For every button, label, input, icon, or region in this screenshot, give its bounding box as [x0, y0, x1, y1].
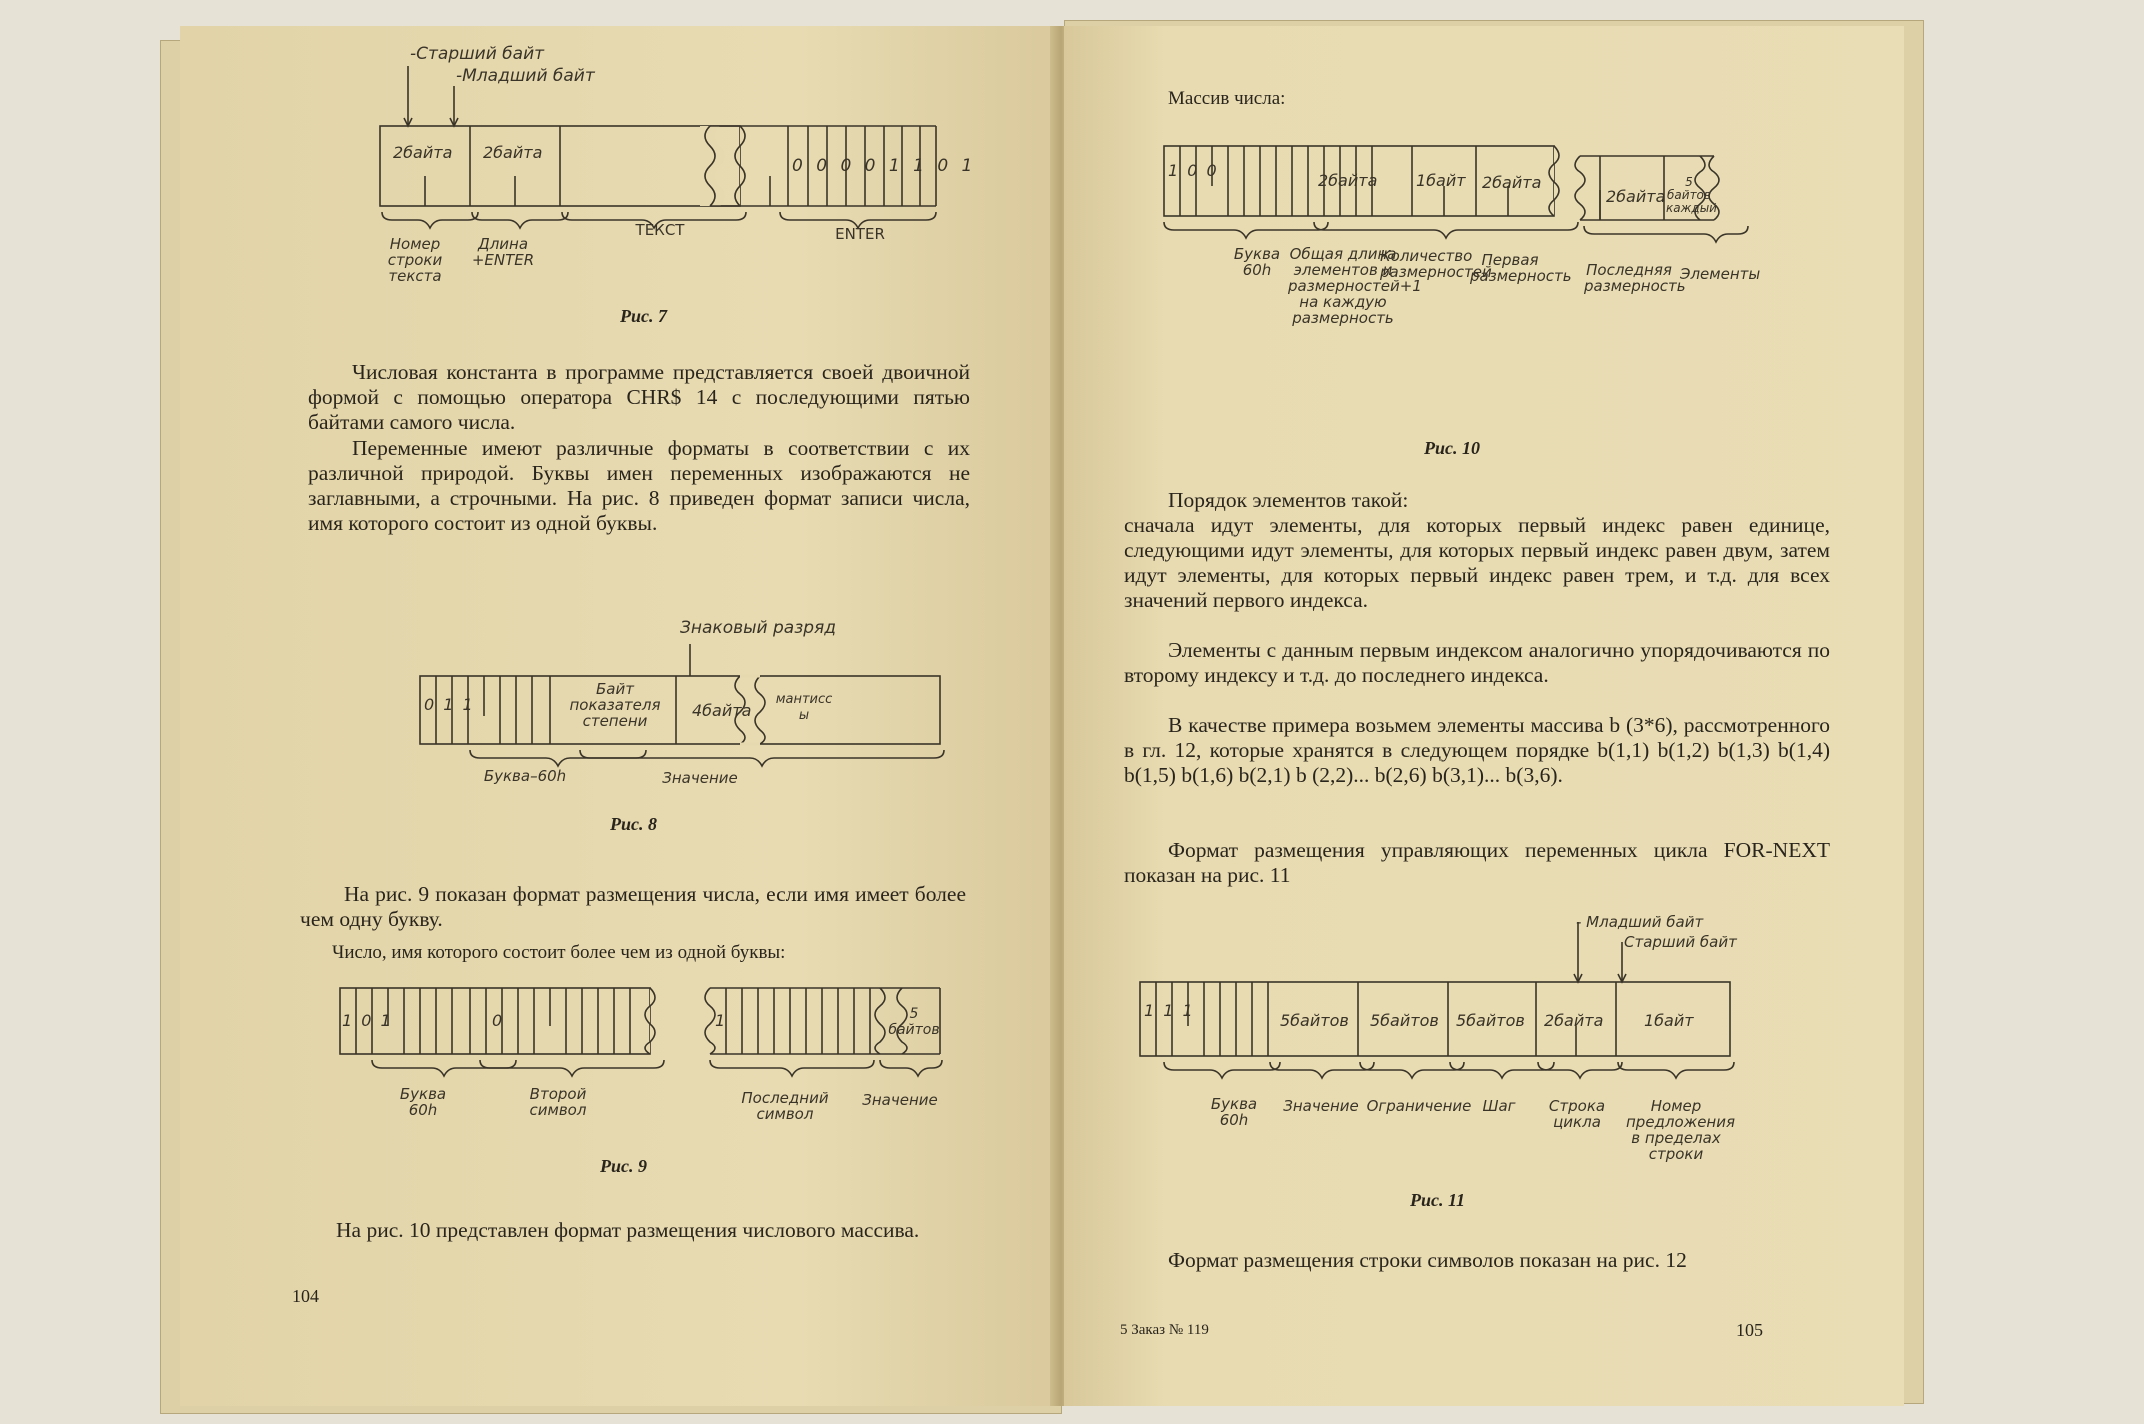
fig7-label-enter: ENTER [835, 225, 885, 243]
fig9-bits-a: 1 0 1 [342, 1011, 393, 1030]
fig8-label-value: Значение [662, 769, 738, 787]
fig11-cell-2bytes: 2байта [1544, 1011, 1604, 1030]
fig9-label-value: Значение [862, 1091, 938, 1109]
right-paragraph-2: сначала идут элементы, для которых первый индекс равен единице, следующими идут элементы, для которых первый индекс равен двум, затем идут элементы, для которых первый индекс равен трем, и т.д. для всех значений первого индекса. [1124, 513, 1830, 612]
right-paragraph-3: Элементы с данным первым индексом аналогично упорядочиваются по второму индексу и т.д. до последнего индекса. [1124, 638, 1830, 687]
fig11-cell-5bytes-b: 5байтов [1370, 1011, 1439, 1030]
left-page-number: 104 [292, 1286, 319, 1306]
fig10-label-total-length: Общая длина элементов и размерностей+1 на каждую размерность [1288, 245, 1422, 327]
fig7-cell-2bytes-b: 2байта [483, 143, 543, 162]
fig11-label-value: Значение [1283, 1097, 1359, 1115]
fig11-label-statement-number: Номер предложения в пределах строки [1626, 1097, 1736, 1163]
figure-7-caption: Рис. 7 [620, 306, 667, 326]
right-paragraph-1: Порядок элементов такой: [1168, 488, 1409, 512]
fig9-bit-c: 1 [715, 1011, 726, 1030]
figure-11-diagram [1064, 26, 1904, 1226]
fig10-bits: 1 0 0 [1168, 161, 1219, 180]
right-page-number: 105 [1736, 1320, 1763, 1340]
fig11-cell-1byte: 1байт [1644, 1011, 1694, 1030]
fig11-label-limit: Ограничение [1366, 1097, 1472, 1115]
fig7-label-length: Длина +ENTER [471, 235, 535, 269]
fig11-junior-byte-label: - Младший байт [1576, 913, 1704, 931]
fig9-bit-b: 0 [492, 1011, 503, 1030]
right-paragraph-5: Формат размещения управляющих переменных цикла FOR-NEXT показан на рис. 11 [1124, 838, 1830, 887]
right-footer-order: 5 Заказ № 119 [1120, 1322, 1209, 1338]
figure-10-caption: Рис. 10 [1424, 438, 1480, 458]
left-paragraph-1: Числовая константа в программе представляется своей двоичной формой с помощью оператора CHR$ 14 с последующими пятью байтами самого числа. [308, 360, 970, 434]
left-paragraph-3: На рис. 9 показан формат размещения числа, если имя имеет более чем одну букву. [300, 882, 966, 931]
fig11-cell-5bytes-a: 5байтов [1280, 1011, 1349, 1030]
fig7-enter-bits: 0 0 0 0 1 1 0 1 [792, 156, 977, 176]
figure-11-caption: Рис. 11 [1410, 1190, 1466, 1210]
right-paragraph-6: Формат размещения строки символов показан на рис. 12 [1168, 1248, 1687, 1272]
figure-9-diagram [180, 26, 1060, 1126]
fig10-cell-1byte: 1байт [1416, 171, 1466, 190]
fig10-label-elements: Элементы [1680, 265, 1761, 283]
fig7-label-line-number: Номер строки текста [387, 235, 443, 285]
left-page [180, 26, 1060, 1406]
fig11-label-letter: Буква 60h [1210, 1095, 1258, 1129]
fig7-label-text: ТЕКСТ [635, 221, 685, 239]
fig10-label-letter: Буква 60h [1233, 245, 1281, 279]
fig11-senior-byte-label: Старший байт [1624, 933, 1737, 951]
fig10-cell-2bytes-a: 2байта [1318, 171, 1378, 190]
left-paragraph-2: Переменные имеют различные форматы в соответствии с их различной природой. Буквы имен переменных изображаются не заглавными, а строчными. На рис. 8 приведен формат записи числа, имя которого состоит из одной буквы. [308, 436, 970, 535]
left-paragraph-4: Число, имя которого состоит более чем из одной буквы: [332, 942, 786, 963]
fig11-cell-5bytes-c: 5байтов [1456, 1011, 1525, 1030]
fig9-cell-5bytes: 5 байтов [888, 1006, 940, 1038]
fig9-label-letter: Буква 60h [399, 1085, 447, 1119]
fig10-label-last-dimension: Последняя размерность [1584, 261, 1686, 295]
fig10-cell-2bytes-c: 2байта [1606, 187, 1666, 206]
senior-byte-label: -Старший байт [410, 44, 545, 64]
fig9-label-last-symbol: Последний символ [741, 1089, 829, 1123]
fig10-label-dimension-count: Количество размерностей [1380, 247, 1492, 281]
figure-8-caption: Рис. 8 [610, 814, 657, 834]
left-paragraph-5: На рис. 10 представлен формат размещения числового массива. [336, 1218, 920, 1242]
fig8-label-letter: Буква–60h [483, 767, 567, 785]
junior-byte-label: -Младший байт [456, 66, 595, 86]
fig9-label-second-symbol: Второй символ [529, 1085, 587, 1119]
fig8-bits: 0 1 1 [424, 695, 475, 714]
right-page [1064, 26, 1904, 1406]
fig10-cell-5bytes-each: 5 байтов каждый [1666, 175, 1717, 215]
fig11-bits: 1 1 1 [1144, 1001, 1195, 1020]
fig8-cell-4bytes: 4байта [692, 701, 752, 720]
fig11-label-loop-line: Строка цикла [1548, 1097, 1606, 1131]
fig8-cell-mantissa: мантиссы [775, 692, 833, 723]
fig11-label-step: Шаг [1482, 1097, 1516, 1115]
fig10-label-first-dimension: Первая размерность [1470, 251, 1572, 285]
right-paragraph-4: В качестве примера возьмем элементы массива b (3*6), рассмотренного в гл. 12, которые хранятся в следующем порядке b(1,1) b(1,2) b(1,3) b(1,4) b(1,5) b(1,6) b(2,1) b (2,2)... b(2,6) b(3,1)... b(3,6). [1124, 713, 1830, 787]
sign-bit-label: Знаковый разряд [680, 618, 837, 638]
fig8-cell-exponent-byte: Байт показателя степени [569, 680, 661, 730]
right-heading: Массив числа: [1168, 88, 1286, 109]
fig7-cell-2bytes-a: 2байта [393, 143, 453, 162]
fig10-cell-2bytes-b: 2байта [1482, 173, 1542, 192]
figure-9-caption: Рис. 9 [600, 1156, 647, 1176]
